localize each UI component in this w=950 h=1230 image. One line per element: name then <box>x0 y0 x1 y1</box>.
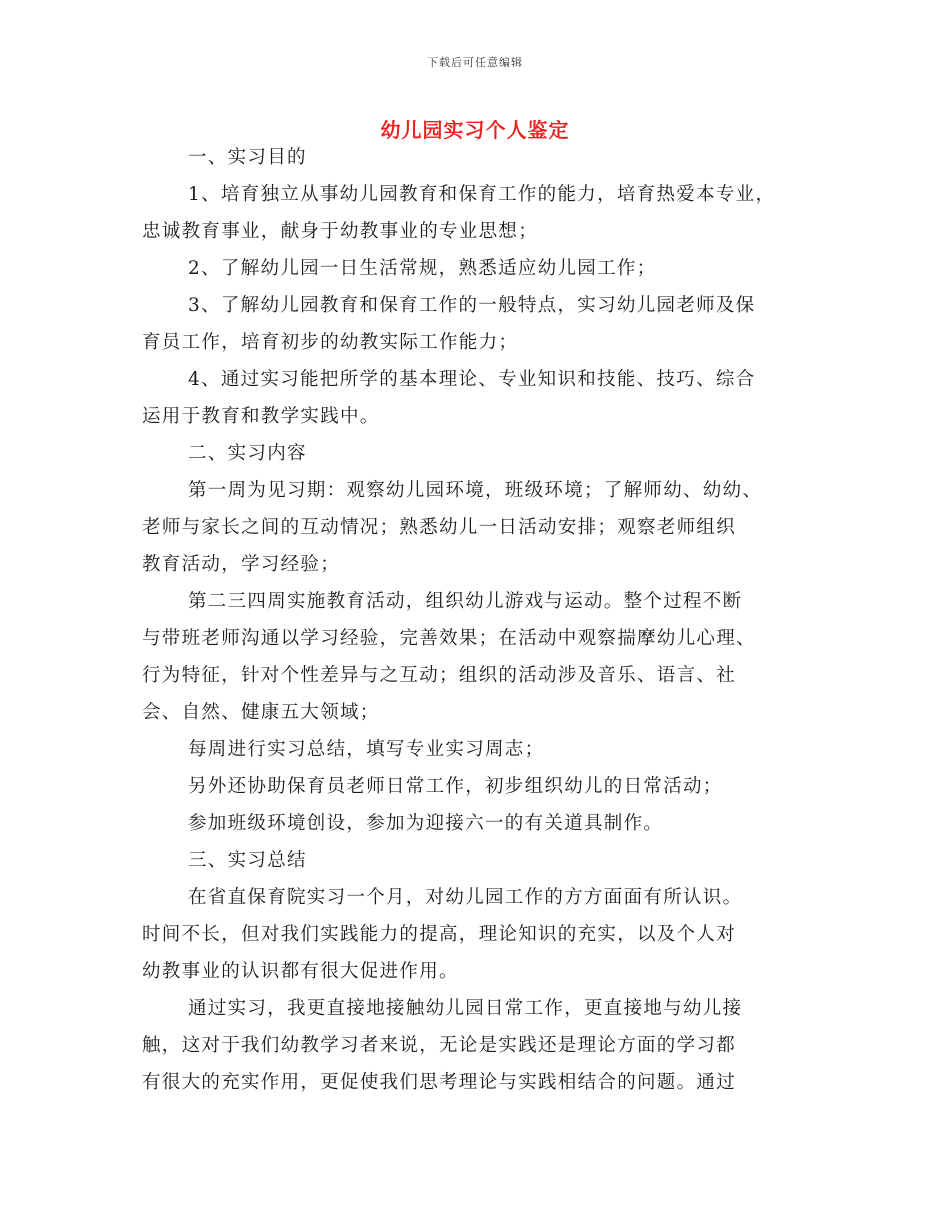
paragraph-goal-2 <box>142 250 822 287</box>
text-line: 二、实习内容 <box>188 443 307 464</box>
paragraph-goal-1 <box>142 176 822 250</box>
paragraph-week-1 <box>142 472 822 583</box>
text-line: 通过实习，我更直接地接触幼儿园日常工作，更直接地与幼儿接 <box>188 998 743 1019</box>
text-line: 运用于教育和教学实践中。 <box>142 406 380 427</box>
text-line: 有很大的充实作用，更促使我们思考理论与实践相结合的问题。通过 <box>142 1072 737 1093</box>
text-line: 一、实习目的 <box>188 147 307 168</box>
text-line: 每周进行实习总结，填写专业实习周志； <box>188 739 545 760</box>
paragraph-environment <box>142 805 822 842</box>
paragraph-section-1-heading <box>142 139 822 176</box>
paragraph-week-2-4 <box>142 583 822 731</box>
text-line: 第二三四周实施教育活动，组织幼儿游戏与运动。整个过程不断 <box>188 591 743 612</box>
paragraph-section-3-heading <box>142 842 822 879</box>
text-line: 忠诚教育事业，献身于幼教事业的专业思想； <box>142 221 539 242</box>
paragraph-assist <box>142 768 822 805</box>
text-line: 老师与家长之间的互动情况；熟悉幼儿一日活动安排；观察老师组织 <box>142 517 737 538</box>
text-line: 另外还协助保育员老师日常工作，初步组织幼儿的日常活动； <box>188 776 723 797</box>
paragraph-weekly-summary <box>142 731 822 768</box>
text-line: 教育活动，学习经验； <box>142 554 341 575</box>
text-line: 在省直保育院实习一个月，对幼儿园工作的方方面面有所认识。 <box>188 887 743 908</box>
text-line: 4、通过实习能把所学的基本理论、专业知识和技能、技巧、综合 <box>188 369 756 390</box>
paragraph-goal-3 <box>142 287 822 361</box>
text-line: 与带班老师沟通以学习经验，完善效果；在活动中观察揣摩幼儿心理、 <box>142 628 756 649</box>
text-line: 幼教事业的认识都有很大促进作用。 <box>142 961 459 982</box>
document-body <box>142 139 822 1101</box>
paragraph-summary-2 <box>142 990 822 1101</box>
paragraph-goal-4 <box>142 361 822 435</box>
text-line: 行为特征，针对个性差异与之互动；组织的活动涉及音乐、语言、社 <box>142 665 737 686</box>
header-note: 下载后可任意编辑 <box>427 56 523 69</box>
text-line: 触，这对于我们幼教学习者来说，无论是实践还是理论方面的学习都 <box>142 1035 737 1056</box>
text-line: 第一周为见习期：观察幼儿园环境，班级环境；了解师幼、幼幼、 <box>188 480 763 501</box>
text-line: 时间不长，但对我们实践能力的提高，理论知识的充实，以及个人对 <box>142 924 737 945</box>
text-line: 育员工作，培育初步的幼教实际工作能力； <box>142 332 519 353</box>
paragraph-summary-1 <box>142 879 822 990</box>
text-line: 会、自然、健康五大领域； <box>142 702 380 723</box>
text-line: 3、了解幼儿园教育和保育工作的一般特点，实习幼儿园老师及保 <box>188 295 756 316</box>
text-line: 参加班级环境创设，参加为迎接六一的有关道具制作。 <box>188 813 664 834</box>
paragraph-section-2-heading <box>142 435 822 472</box>
document-title: 幼儿园实习个人鉴定 <box>380 118 570 142</box>
text-line: 1、培育独立从事幼儿园教育和保育工作的能力，培育热爱本专业， <box>188 184 776 205</box>
text-line: 三、实习总结 <box>188 850 307 871</box>
text-line: 2、了解幼儿园一日生活常规，熟悉适应幼儿园工作； <box>188 258 657 279</box>
